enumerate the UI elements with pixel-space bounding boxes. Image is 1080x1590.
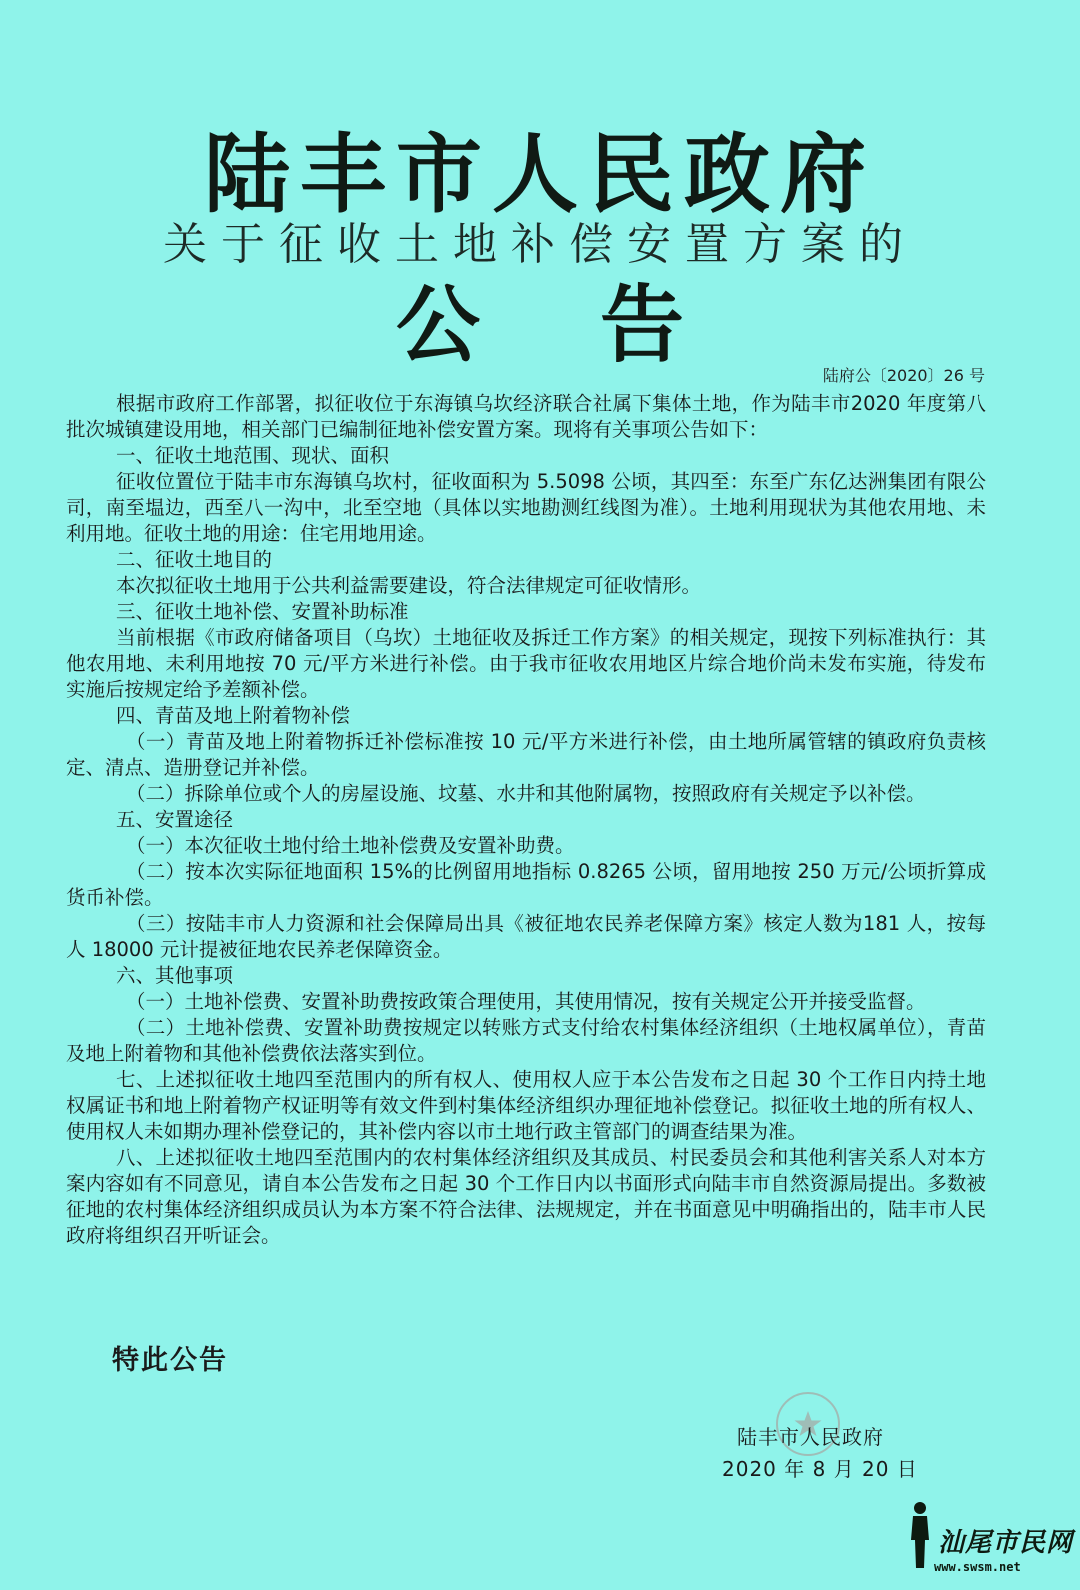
title-notice: 公告 xyxy=(395,275,804,374)
section-6-item-2: （二）土地补偿费、安置补助费按规定以转账方式支付给农村集体经济组织（土地权属单位），青苗及地上附着物和其他补偿费依法落实到位。 xyxy=(66,1016,986,1065)
section-6-heading: 六、其他事项 xyxy=(116,964,234,987)
section-2-text: 本次拟征收土地用于公共利益需要建设，符合法律规定可征收情形。 xyxy=(116,574,702,597)
title-subject: 关于征收土地补偿安置方案的 xyxy=(163,219,917,270)
signature-organization: 陆丰市人民政府 xyxy=(737,1425,884,1449)
section-5-item-2: （二）按本次实际征地面积 15%的比例留用地指标 0.8265 公顷，留用地按 250 万元/公顷折算成货币补偿。 xyxy=(66,860,986,909)
notice-body xyxy=(66,391,986,1249)
watermark-url: www.swsm.net xyxy=(934,1560,1021,1574)
title-issuer: 陆丰市人民政府 xyxy=(204,124,876,225)
signature-date: 2020 年 8 月 20 日 xyxy=(722,1457,918,1481)
watermark-site-name: 汕尾市民网 xyxy=(938,1528,1074,1558)
section-3-heading: 三、征收土地补偿、安置补助标准 xyxy=(116,600,409,623)
closing-phrase: 特此公告 xyxy=(112,1345,228,1376)
section-1-text: 征收位置位于陆丰市东海镇乌坎村，征收面积为 5.5098 公顷，其四至：东至广东亿达洲集团有限公司，南至塭边，西至八一沟中，北至空地（具体以实地勘测红线图为准）。土地利用现状为其他农用地、未利用地。征收土地的用途：住宅用地用途。 xyxy=(66,470,986,545)
section-7-text: 七、上述拟征收土地四至范围内的所有权人、使用权人应于本公告发布之日起 30 个工作日内持土地权属证书和地上附着物产权证明等有效文件到村集体经济组织办理征地补偿登记。拟征收土地的所有权人、使用权人未如期办理补偿登记的，其补偿内容以市土地行政主管部门的调查结果为准。 xyxy=(66,1068,986,1143)
section-3-text: 当前根据《市政府储备项目（乌坎）土地征收及拆迁工作方案》的相关规定，现按下列标准执行：其他农用地、未利用地按 70 元/平方米进行补偿。由于我市征收农用地区片综合地价尚未发布实施，待发布实施后按规定给予差额补偿。 xyxy=(66,626,986,701)
section-5-item-3: （三）按陆丰市人力资源和社会保障局出具《被征地农民养老保障方案》核定人数为181 人，按每人 18000 元计提被征地农民养老保障资金。 xyxy=(66,912,986,961)
section-6-item-1: （一）土地补偿费、安置补助费按政策合理使用，其使用情况，按有关规定公开并接受监督。 xyxy=(126,990,926,1013)
section-1-heading: 一、征收土地范围、现状、面积 xyxy=(116,444,390,467)
section-5-item-1: （一）本次征收土地付给土地补偿费及安置补助费。 xyxy=(126,834,575,857)
section-5-heading: 五、安置途径 xyxy=(116,808,234,831)
watermark-person-icon xyxy=(905,1500,935,1570)
section-4-item-1: （一）青苗及地上附着物拆迁补偿标准按 10 元/平方米进行补偿，由土地所属管辖的镇政府负责核定、清点、造册登记并补偿。 xyxy=(66,730,986,779)
intro-paragraph: 根据市政府工作部署，拟征收位于东海镇乌坎经济联合社属下集体土地，作为陆丰市2020 年度第八批次城镇建设用地，相关部门已编制征地补偿安置方案。现将有关事项公告如下： xyxy=(66,392,986,441)
document-number: 陆府公〔2020〕26 号 xyxy=(822,366,985,385)
section-2-heading: 二、征收土地目的 xyxy=(116,548,273,571)
section-4-item-2: （二）拆除单位或个人的房屋设施、坟墓、水井和其他附属物，按照政府有关规定予以补偿。 xyxy=(126,782,926,805)
section-8-text: 八、上述拟征收土地四至范围内的农村集体经济组织及其成员、村民委员会和其他利害关系人对本方案内容如有不同意见，请自本公告发布之日起 30 个工作日内以书面形式向陆丰市自然资源局提出。多数被征地的农村集体经济组织成员认为本方案不符合法律、法规规定，并在书面意见中明确指出的，陆丰市人民政府将组织召开听证会。 xyxy=(66,1146,986,1247)
section-4-heading: 四、青苗及地上附着物补偿 xyxy=(116,704,351,727)
